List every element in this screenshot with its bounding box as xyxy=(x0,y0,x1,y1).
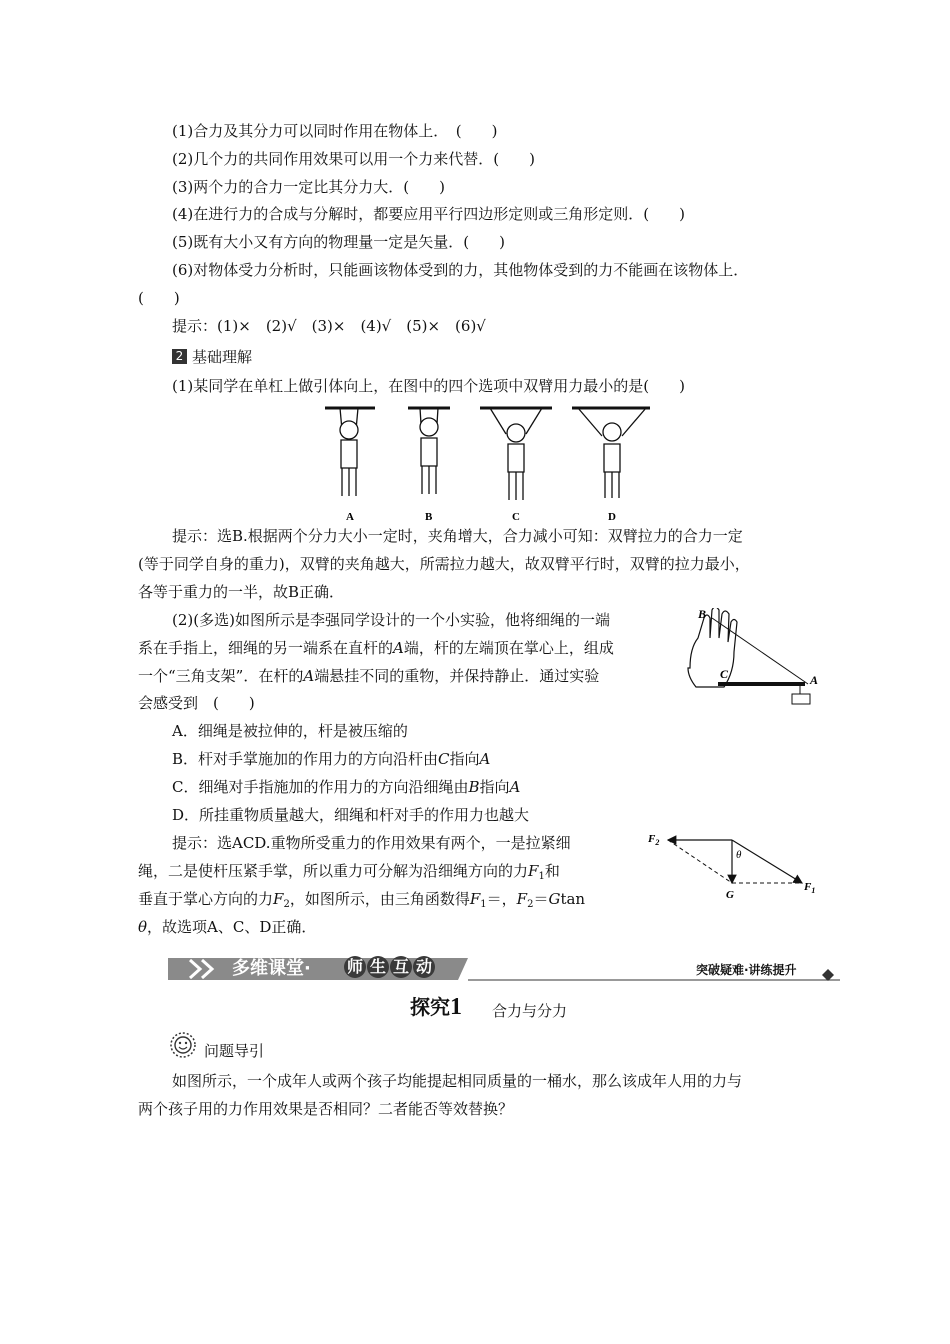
hand-label-c: C xyxy=(720,667,729,681)
section-badge: 2 xyxy=(172,349,187,364)
judge-q6-bracket: ( ) xyxy=(138,289,180,307)
option-a: A．细绳是被拉伸的，杆是被压缩的 xyxy=(172,722,408,740)
problem2-line-4: 会感受到 ( ) xyxy=(138,694,255,712)
judge-q1: (1)合力及其分力可以同时作用在物体上． ( ) xyxy=(172,122,498,140)
section-title: 基础理解 xyxy=(192,348,253,366)
option-b: B．杆对手掌施加的作用力的方向沿杆由C指向A xyxy=(172,750,491,768)
guide-line-1: 如图所示，一个成年人或两个孩子均能提起相同质量的一桶水，那么该成年人用的力与 xyxy=(172,1072,743,1090)
problem2-hint-4: θ，故选项A、C、D正确． xyxy=(138,918,317,936)
problem1-hint-2: (等于同学自身的重力)，双臂的夹角越大，所需拉力越大，故双臂平行时，双臂的拉力最小， xyxy=(138,555,750,573)
option-d: D．所挂重物质量越大，细绳和杆对手的作用力也越大 xyxy=(172,806,530,824)
judge-q4: (4)在进行力的合成与分解时，都要应用平行四边形定则或三角形定则．( ) xyxy=(172,205,685,223)
sun-icon xyxy=(170,1032,196,1058)
problem2-line-1: (2)(多选)如图所示是李强同学设计的一个小实验，他将细绳的一端 xyxy=(172,611,610,629)
judge-hint: 提示：(1)× (2)√ (3)× (4)√ (5)× (6)√ xyxy=(172,317,486,335)
pullup-label-b: B xyxy=(425,511,433,523)
explore-title: 合力与分力 xyxy=(492,1002,568,1020)
problem2-hint-2: 绳，二是使杆压紧手掌，所以重力可分解为沿细绳方向的力$F_1$和 xyxy=(138,862,560,882)
problem2-line-2: 系在手指上，细绳的另一端系在直杆的A端，杆的左端顶在掌心上，组成 xyxy=(138,639,614,657)
problem1-hint-3: 各等于重力的一半，故B正确． xyxy=(138,583,345,601)
problem2-hint-3: 垂直于掌心方向的力$F_2$，如图所示，由三角函数得$F_1=$，$F_2=Gtan$ xyxy=(138,890,586,910)
hand-label-b: B xyxy=(698,608,707,621)
problem1-hint-1: 提示：选B.根据两个分力大小一定时，夹角增大，合力减小可知：双臂拉力的合力一定 xyxy=(172,527,743,545)
judge-q5: (5)既有大小又有方向的物理量一定是矢量．( ) xyxy=(172,233,505,251)
banner-tag: 师 生 互 动 xyxy=(344,956,435,978)
judge-q6: (6)对物体受力分析时，只能画该物体受到的力，其他物体受到的力不能画在该物体上． xyxy=(172,261,749,279)
judge-q3: (3)两个力的合力一定比其分力大．( ) xyxy=(172,178,445,196)
problem1-question: (1)某同学在单杠上做引体向上，在图中的四个选项中双臂用力最小的是( ) xyxy=(172,377,685,395)
hand-label-a: A xyxy=(810,673,819,687)
guide-title: 问题导引 xyxy=(204,1042,265,1060)
pullup-figure xyxy=(320,400,670,525)
banner-right-text: 突破疑难·讲练提升 xyxy=(696,963,797,977)
pullup-label-a: A xyxy=(346,511,354,523)
section-banner xyxy=(168,956,840,982)
vector-figure xyxy=(640,828,830,903)
option-c: C．细绳对手指施加的作用力的方向沿细绳由B指向A xyxy=(172,778,521,796)
judge-q2: (2)几个力的共同作用效果可以用一个力来代替．( ) xyxy=(172,150,535,168)
vector-label-g: G xyxy=(726,889,734,901)
guide-line-2: 两个孩子用的力作用效果是否相同？二者能否等效替换？ xyxy=(138,1100,514,1118)
pullup-label-c: C xyxy=(512,511,520,523)
hand-figure xyxy=(680,608,825,708)
problem2-line-3: 一个“三角支架”．在杆的A端悬挂不同的重物，并保持静止．通过实验 xyxy=(138,667,600,685)
pullup-label-d: D xyxy=(608,511,616,523)
banner-left-text: 多维课堂· xyxy=(232,958,311,979)
vector-label-f2: $F_2$ xyxy=(648,833,660,847)
vector-label-theta: θ xyxy=(736,849,742,861)
vector-label-f1: $F_1$ xyxy=(804,881,816,895)
problem2-hint-1: 提示：选ACD.重物所受重力的作用效果有两个，一是拉紧细 xyxy=(172,834,571,852)
explore-label: 探究1 xyxy=(410,994,462,1020)
